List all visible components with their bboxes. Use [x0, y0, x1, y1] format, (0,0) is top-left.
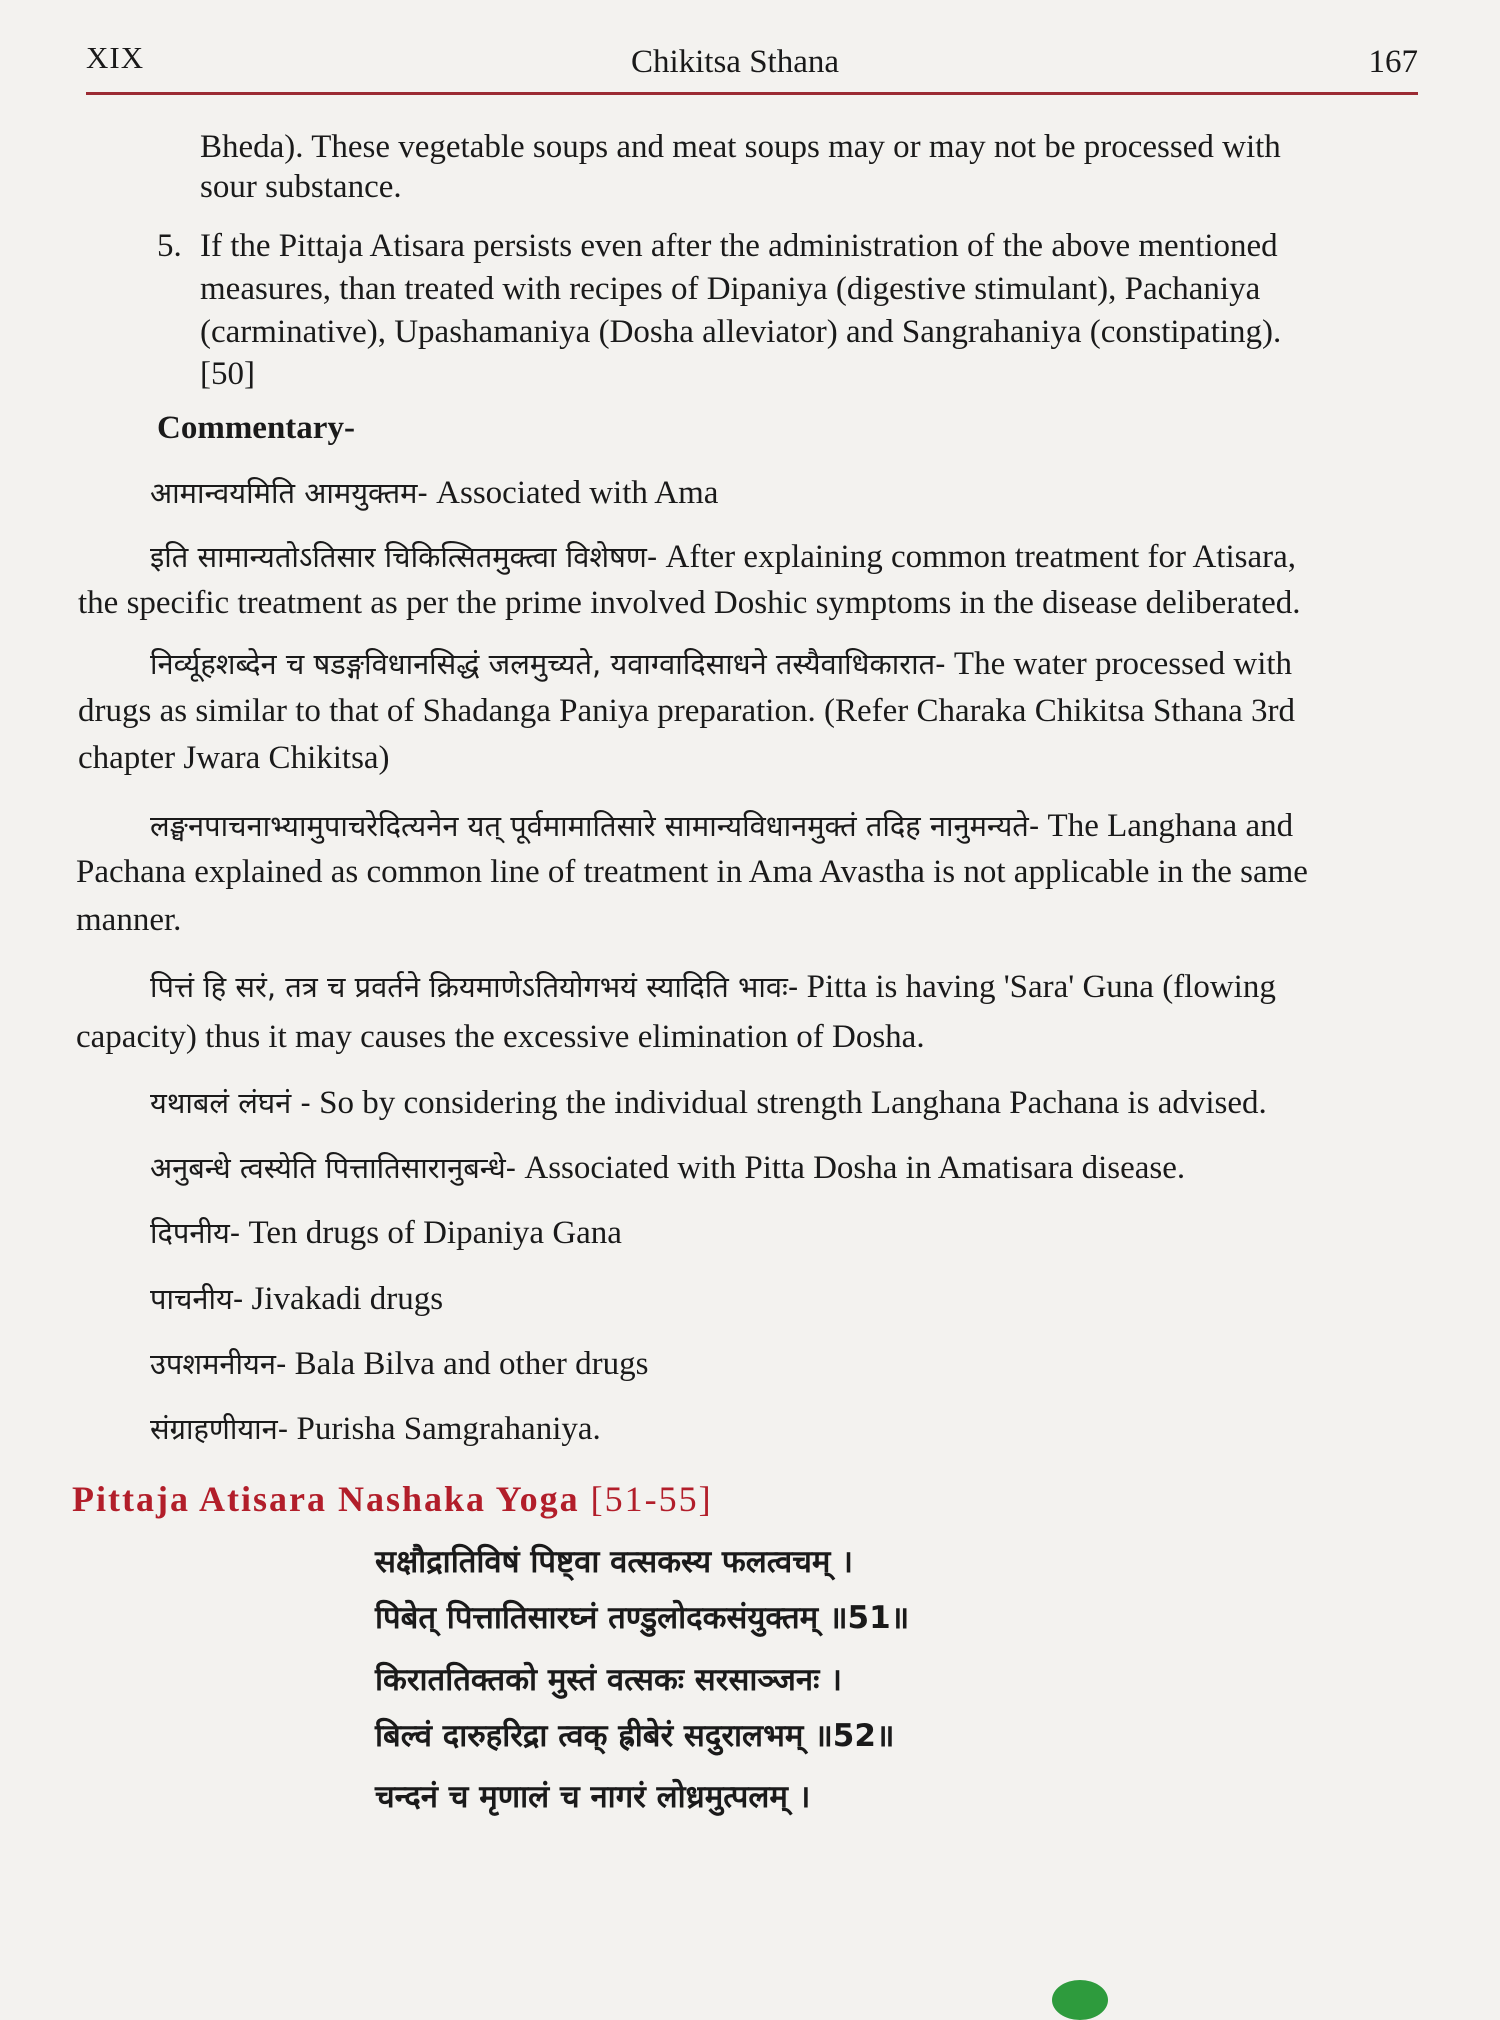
body-line: Pachana explained as common line of treatment in Ama Avastha is not applicable in the same	[76, 854, 1308, 890]
commentary-entry	[150, 536, 1296, 578]
commentary-entry	[150, 1082, 1267, 1124]
commentary-entry	[150, 643, 1292, 685]
verse-reference: [51-55]	[590, 1479, 713, 1519]
sanskrit-term: पाचनीय-	[150, 1282, 244, 1316]
commentary-entry	[150, 966, 1276, 1008]
chapter-number: XIX	[86, 40, 145, 75]
running-title: Chikitsa Sthana	[630, 44, 840, 80]
sanskrit-term: निर्व्यूहशब्देन च षडङ्गविधानसिद्धं जलमुच्यते, यवाग्वादिसाधने तस्यैवाधिकारात-	[150, 647, 946, 681]
sanskrit-term: संग्राहणीयान-	[150, 1412, 289, 1446]
english-gloss: Pitta is having 'Sara' Guna (flowing	[806, 969, 1276, 1005]
body-line: chapter Jwara Chikitsa)	[78, 740, 390, 776]
commentary-entry	[150, 805, 1293, 847]
english-gloss: Purisha Samgrahaniya.	[296, 1411, 601, 1447]
verse-line: बिल्वं दारुहरिद्रा त्वक् ह्रीबेरं सदुरालभम् ॥52॥	[375, 1718, 895, 1754]
english-gloss: Associated with Ama	[436, 475, 719, 511]
sanskrit-term: अनुबन्धे त्वस्येति पित्तातिसारानुबन्धे-	[150, 1151, 517, 1185]
commentary-entry	[150, 1212, 622, 1254]
commentary-entry	[150, 1408, 601, 1450]
commentary-entry	[150, 1278, 443, 1320]
sanskrit-term: पित्तं हि सरं, तत्र च प्रवर्तने क्रियमाणेऽतियोगभयं स्यादिति भावः-	[150, 970, 799, 1004]
list-item-line: (carminative), Upashamaniya (Dosha alleviator) and Sangrahaniya (constipating).	[200, 314, 1282, 350]
body-line: the specific treatment as per the prime involved Doshic symptoms in the disease deliberated.	[78, 585, 1301, 621]
sanskrit-term: दिपनीय-	[150, 1216, 241, 1250]
commentary-entry	[150, 472, 718, 514]
header-divider	[86, 92, 1418, 95]
english-gloss: Associated with Pitta Dosha in Amatisara disease.	[524, 1150, 1186, 1186]
commentary-entry	[150, 1147, 1185, 1189]
sanskrit-term: उपशमनीयन-	[150, 1347, 287, 1381]
verse-line: किराततिक्तको मुस्तं वत्सकः सरसाञ्जनः ।	[375, 1662, 842, 1698]
body-line: capacity) thus it may causes the excessive elimination of Dosha.	[76, 1019, 925, 1055]
body-line: manner.	[76, 902, 182, 938]
section-heading	[72, 1478, 713, 1520]
english-gloss: Ten drugs of Dipaniya Gana	[248, 1215, 622, 1251]
english-gloss: The Langhana and	[1047, 808, 1294, 844]
sanskrit-term: यथाबलं लंघनं -	[150, 1086, 311, 1120]
list-item-line: If the Pittaja Atisara persists even after the administration of the above mentioned	[200, 228, 1278, 264]
english-gloss: The water processed with	[953, 646, 1293, 682]
body-line: Bheda). These vegetable soups and meat soups may or may not be processed with	[200, 129, 1281, 165]
english-gloss: Bala Bilva and other drugs	[294, 1346, 649, 1382]
sanskrit-term: इति सामान्यतोऽतिसार चिकित्सितमुक्त्वा विशेषण-	[150, 540, 658, 574]
section-title: Pittaja Atisara Nashaka Yoga	[72, 1479, 580, 1519]
english-gloss: So by considering the individual strength Langhana Pachana is advised.	[319, 1085, 1267, 1121]
body-line: sour substance.	[200, 169, 402, 205]
english-gloss: Jivakadi drugs	[251, 1281, 444, 1317]
verse-line: पिबेत् पित्तातिसारघ्नं तण्डुलोदकसंयुक्तम् ॥51॥	[375, 1600, 910, 1636]
sanskrit-term: आमान्वयमिति आमयुक्तम-	[150, 476, 428, 510]
list-number: 5.	[157, 228, 182, 264]
verse-line: चन्दनं च मृणालं च नागरं लोध्रमुत्पलम् ।	[375, 1779, 811, 1815]
list-item-line: measures, than treated with recipes of Dipaniya (digestive stimulant), Pachaniya	[200, 271, 1261, 307]
verse-line: सक्षौद्रातिविषं पिष्ट्वा वत्सकस्य फलत्वचम् ।	[375, 1544, 854, 1580]
page-number: 167	[1368, 44, 1418, 80]
corner-logo-icon	[1052, 1980, 1108, 2020]
list-item-line: [50]	[200, 356, 255, 392]
english-gloss: After explaining common treatment for Atisara,	[665, 539, 1297, 575]
sanskrit-term: लङ्घनपाचनाभ्यामुपाचरेदित्यनेन यत् पूर्वमामातिसारे सामान्यविधानमुक्तं तदिह नानुमन्यते-	[150, 809, 1040, 843]
commentary-entry	[150, 1343, 648, 1385]
commentary-heading: Commentary-	[157, 410, 355, 446]
body-line: drugs as similar to that of Shadanga Paniya preparation. (Refer Charaka Chikitsa Sthana 3rd	[78, 693, 1296, 729]
